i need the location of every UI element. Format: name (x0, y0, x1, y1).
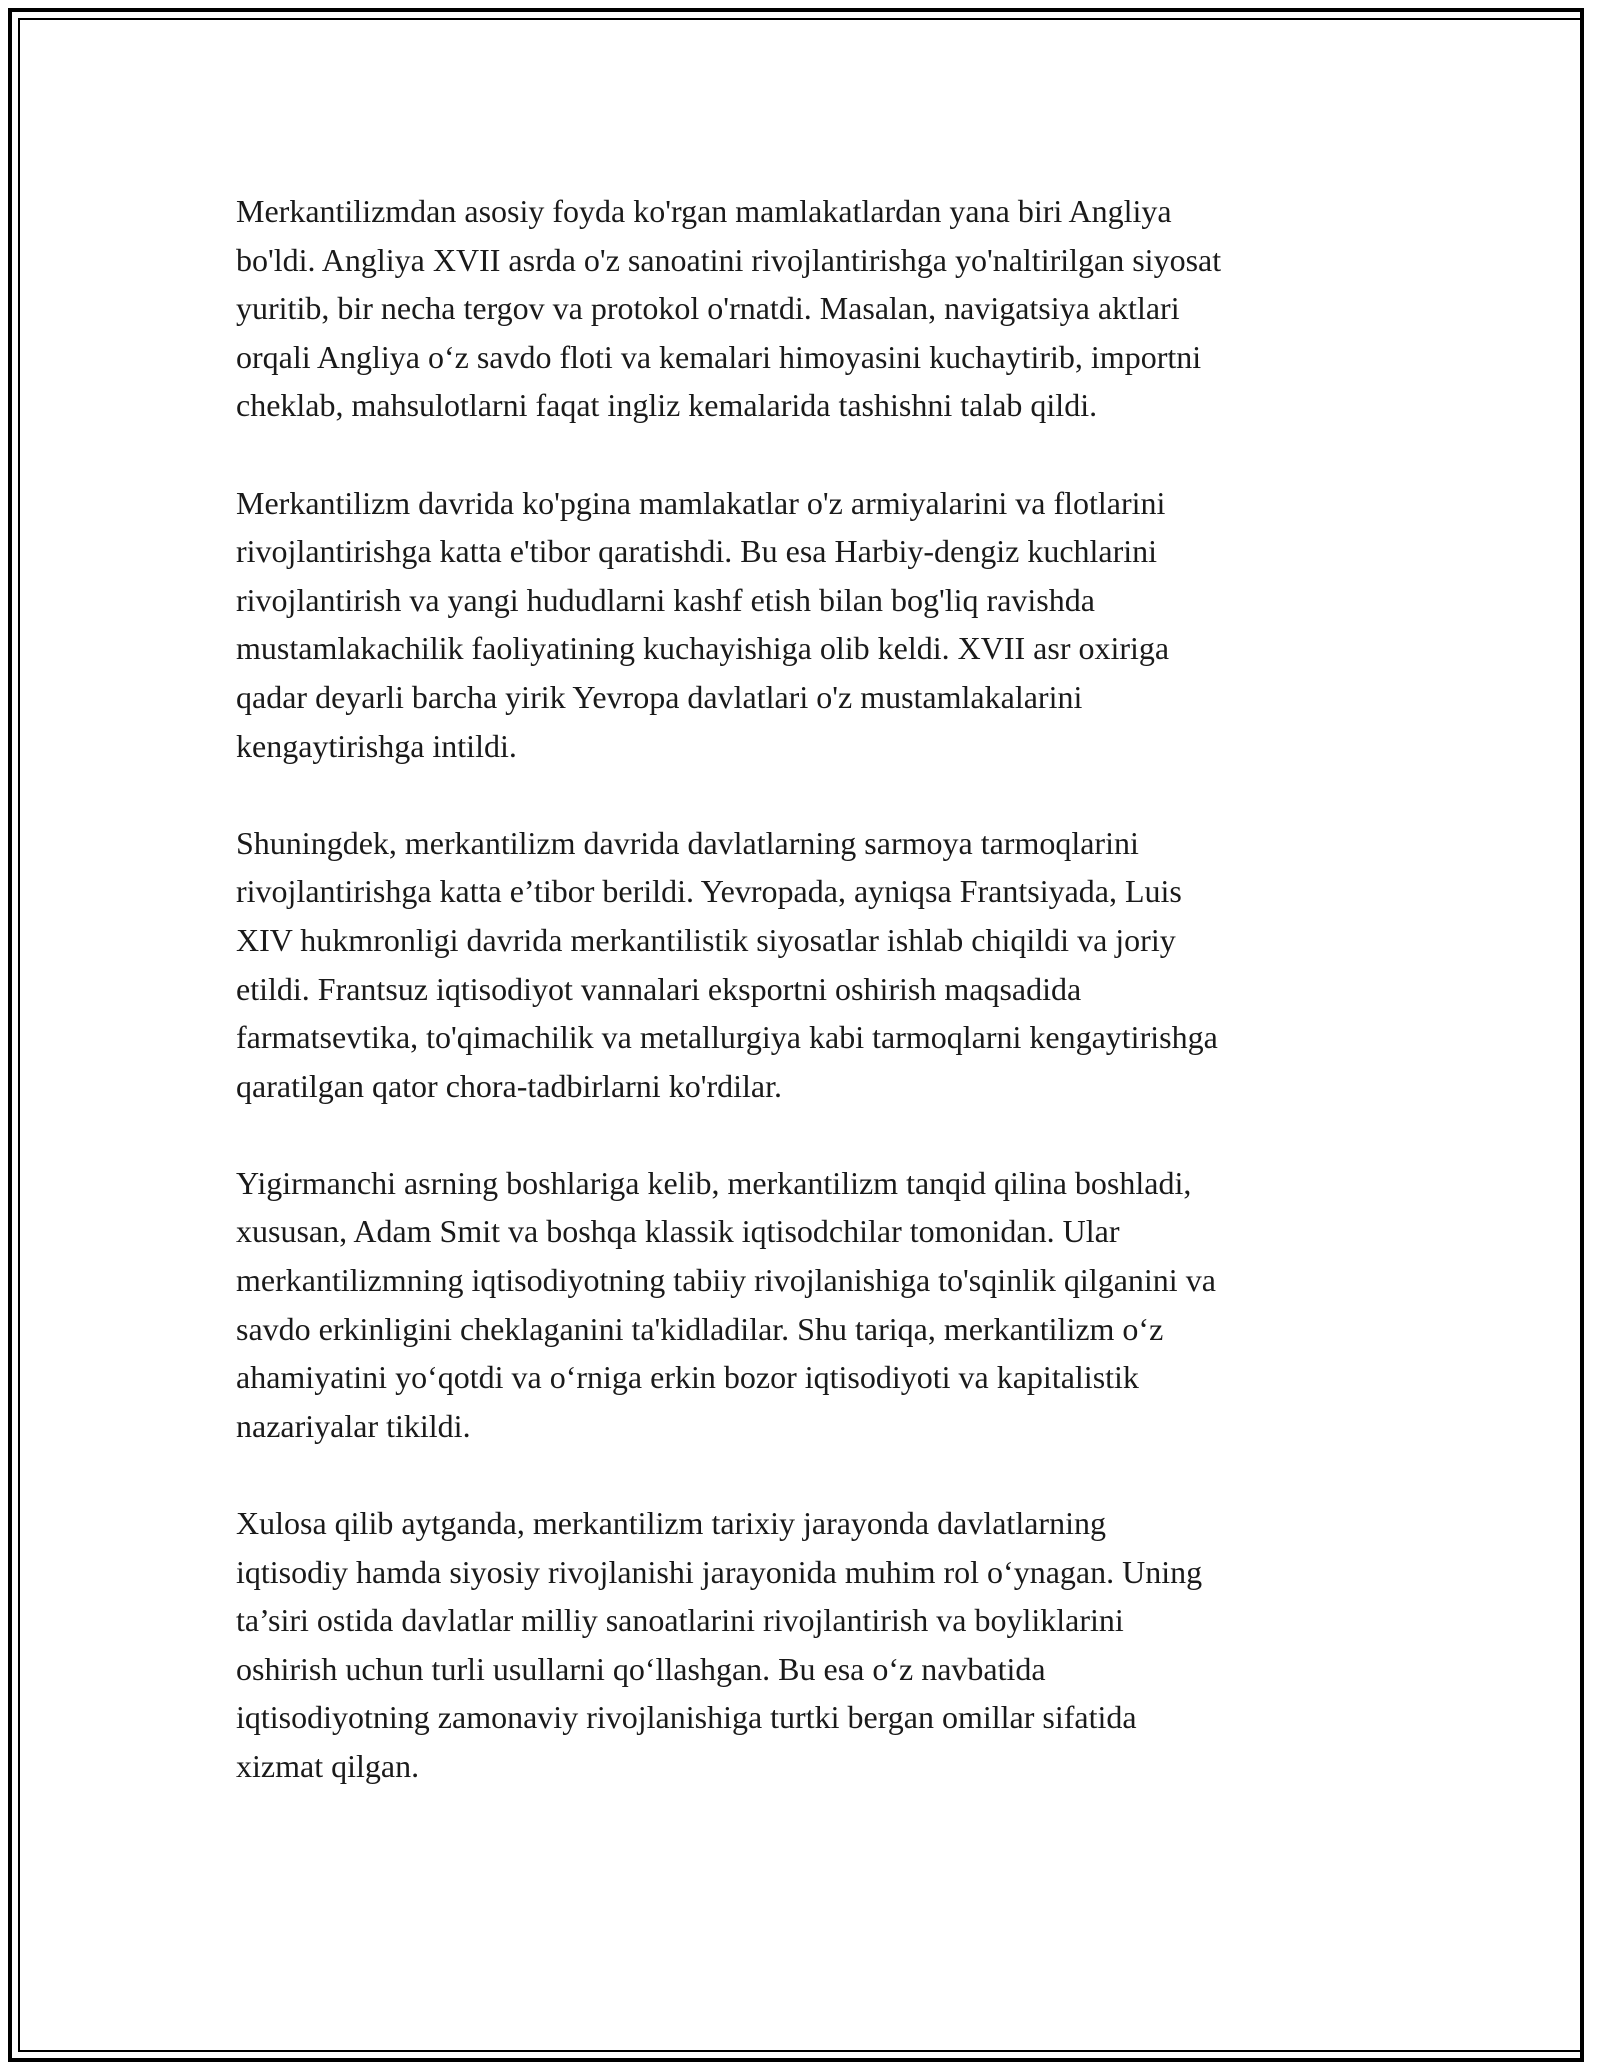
paragraph: Merkantilizmdan asosiy foyda ko'rgan mamlakatlardan yana biri Angliya bo'ldi. Angliya XVII asrda o'z sanoatini rivojlantirishga yo'naltirilgan siyosat yuritib, bir necha tergov va protokol o'rnatdi. Masalan, navigatsiya aktlari orqali Angliya o‘z savdo floti va kemalari himoyasini kuchaytirib, importni cheklab, mahsulotlarni faqat ingliz kemalarida tashishni talab qildi. (236, 193, 1222, 424)
paragraph: Yigirmanchi asrning boshlariga kelib, merkantilizm tanqid qilina boshladi, xususan, Adam Smit va boshqa klassik iqtisodchilar tomonidan. Ular merkantilizmning iqtisodiyotning tabiiy rivojlanishiga to'sqinlik qilganini va savdo erkinligini cheklaganini ta'kidladilar. Shu tariqa, merkantilizm o‘z ahamiyatini yo‘qotdi va o‘rniga erkin bozor iqtisodiyoti va kapitalistik nazariyalar tikildi. (236, 1164, 1216, 1444)
paragraph: Shuningdek, merkantilizm davrida davlatlarning sarmoya tarmoqlarini rivojlantirishga katta e’tibor berildi. Yevropada, ayniqsa Frantsiyada, Luis XIV hukmronligi davrida merkantilistik siyosatlar ishlab chiqildi va joriy etildi. Frantsuz iqtisodiyot vannalari eksportni oshirish maqsadida farmatsevtika, to'qimachilik va metallurgiya kabi tarmoqlarni kengaytirishga qaratilgan qator chora-tadbirlarni ko'rdilar. (236, 824, 1218, 1104)
paragraph: Xulosa qilib aytganda, merkantilizm tarixiy jarayonda davlatlarning iqtisodiy hamda siyosiy rivojlanishi jarayonida muhim rol o‘ynagan. Uning ta’siri ostida davlatlar milliy sanoatlarini rivojlantirish va boyliklarini oshirish uchun turli usullarni qo‘llashgan. Bu esa o‘z navbatida iqtisodiyotning zamonaviy rivojlanishiga turtki bergan omillar sifatida xizmat qilgan. (236, 1505, 1203, 1784)
document-body (236, 187, 1386, 1839)
paragraph: Merkantilizm davrida ko'pgina mamlakatlar o'z armiyalarini va flotlarini rivojlantirishga katta e'tibor qaratishdi. Bu esa Harbiy-dengiz kuchlarini rivojlantirish va yangi hududlarni kashf etish bilan bog'liq ravishda mustamlakachilik faoliyatining kuchayishiga olib keldi. XVII asr oxiriga qadar deyarli barcha yirik Yevropa davlatlari o'z mustamlakalarini kengaytirishga intildi. (236, 484, 1170, 764)
